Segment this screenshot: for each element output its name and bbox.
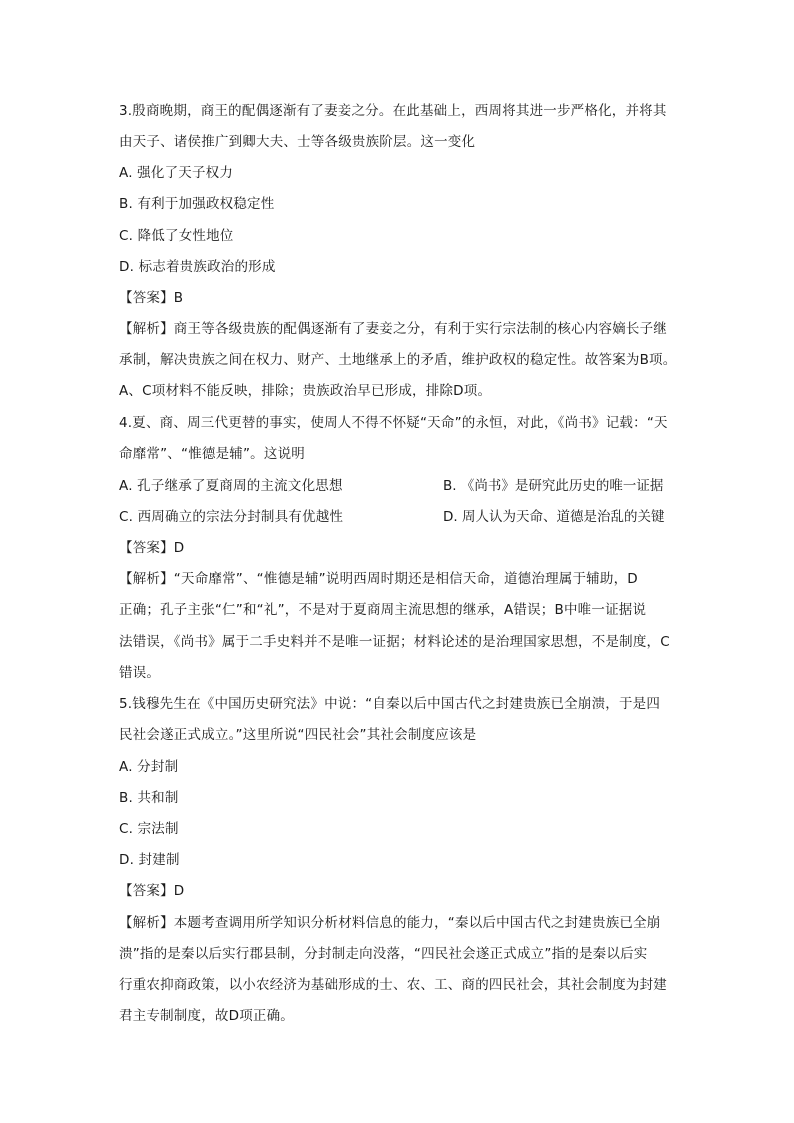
q5-stem-line-1: 5.钱穆先生在《中国历史研究法》中说：“自秦以后中国古代之封建贵族已全崩溃，于是四 <box>119 696 661 712</box>
q3-stem-line-2: 由天子、诸侯推广到卿大夫、士等各级贵族阶层。这一变化 <box>119 134 476 150</box>
q3-option-b: B. 有利于加强政权稳定性 <box>119 196 275 212</box>
q4-option-c: C. 西周确立的宗法分封制具有优越性 <box>119 509 344 525</box>
q5-option-d: D. 封建制 <box>119 852 180 868</box>
q5-option-c: C. 宗法制 <box>119 821 179 837</box>
q4-option-a: A. 孔子继承了夏商周的主流文化思想 <box>119 478 343 494</box>
q3-option-d: D. 标志着贵族政治的形成 <box>119 259 276 275</box>
q4-stem-line-1: 4.夏、商、周三代更替的事实，使周人不得不怀疑“天命”的永恒，对此，《尚书》记载：“天 <box>119 415 668 431</box>
q4-option-d: D. 周人认为天命、道德是治乱的关键 <box>443 509 665 525</box>
q5-analysis-line-4: 君主专制制度，故D项正确。 <box>119 1008 294 1024</box>
q5-answer: 【答案】D <box>119 883 185 899</box>
q4-answer: 【答案】D <box>119 540 185 556</box>
q4-analysis-line-2: 正确；孔子主张“仁”和“礼”，不是对于夏商周主流思想的继承，A错误；B中唯一证据说 <box>119 602 647 618</box>
q5-option-a: A. 分封制 <box>119 759 179 775</box>
q3-answer: 【答案】B <box>119 290 184 306</box>
q4-stem-line-2: 命靡常”、“惟德是辅”。这说明 <box>119 446 305 462</box>
q4-option-b: B. 《尚书》是研究此历史的唯一证据 <box>443 478 664 494</box>
q5-stem-line-2: 民社会遂正式成立。”这里所说“四民社会”其社会制度应该是 <box>119 727 477 743</box>
q3-option-c: C. 降低了女性地位 <box>119 228 234 244</box>
q4-analysis-line-1: 【解析】“天命靡常”、“惟德是辅”说明西周时期还是相信天命，道德治理属于辅助，D <box>119 571 638 587</box>
q5-option-b: B. 共和制 <box>119 790 179 806</box>
q5-analysis-line-2: 溃”指的是秦以后实行郡县制，分封制走向没落，“四民社会遂正式成立”指的是秦以后实 <box>119 946 648 962</box>
q4-analysis-line-3: 法错误，《尚书》属于二手史料并不是唯一证据；材料论述的是治理国家思想，不是制度，C <box>119 634 670 650</box>
q3-analysis-line-2: 承制，解决贵族之间在权力、财产、土地继承上的矛盾，维护政权的稳定性。故答案为B项。 <box>119 352 677 368</box>
q3-analysis-line-1: 【解析】商王等各级贵族的配偶逐渐有了妻妾之分，有利于实行宗法制的核心内容嫡长子继 <box>119 321 667 337</box>
q5-analysis-line-3: 行重农抑商政策，以小农经济为基础形成的士、农、工、商的四民社会，其社会制度为封建 <box>119 977 667 993</box>
q3-option-a: A. 强化了天子权力 <box>119 165 234 181</box>
q4-analysis-line-4: 错误。 <box>119 665 161 681</box>
q3-analysis-line-3: A、C项材料不能反映，排除；贵族政治早已形成，排除D项。 <box>119 383 492 399</box>
q5-analysis-line-1: 【解析】本题考查调用所学知识分析材料信息的能力，“秦以后中国古代之封建贵族已全崩 <box>119 915 661 931</box>
q3-stem-line-1: 3.殷商晚期，商王的配偶逐渐有了妻妾之分。在此基础上，西周将其进一步严格化，并将其 <box>119 103 667 119</box>
